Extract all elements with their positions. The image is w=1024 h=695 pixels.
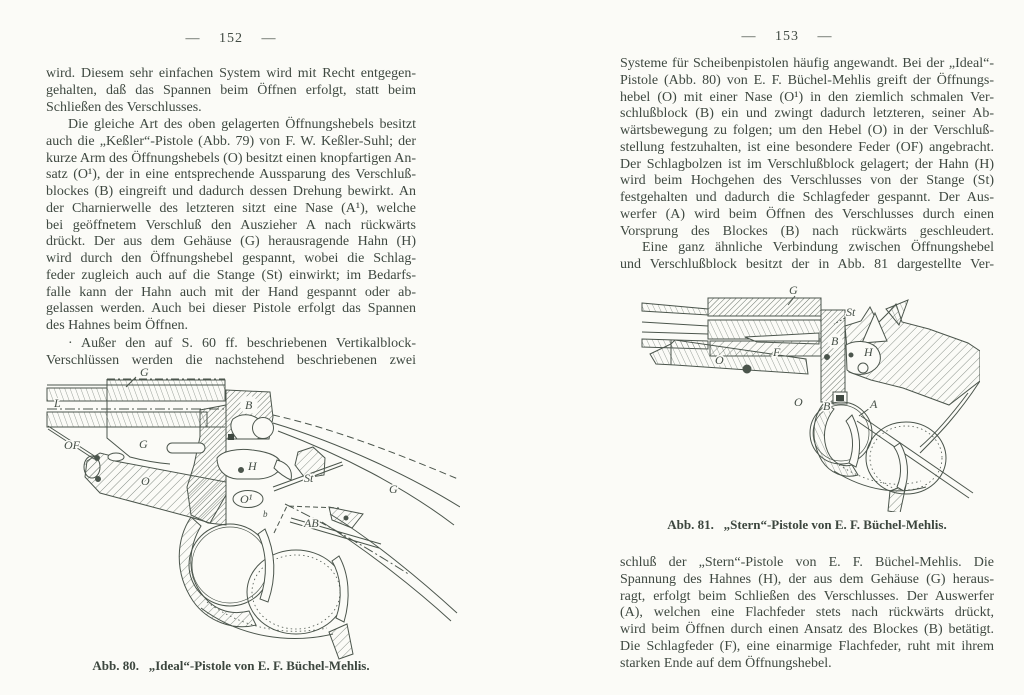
fig81-label-a: A xyxy=(870,397,878,411)
text-line: Die gleiche Art des oben gelagerten Öffnungshebels besitzt xyxy=(68,117,416,132)
text-line: starken Ende auf dem Öffnungshebel. xyxy=(620,655,832,671)
text-line: Spannung des Hahnes (H), der aus dem Gehäuse (G) heraus- xyxy=(620,571,994,587)
pistol-cross-section-drawing-81 xyxy=(637,284,980,512)
paragraph-right-3 xyxy=(620,555,994,672)
text-line: festgehalten und dadurch die Schlagfeder gespannt. Der Aus- xyxy=(620,190,994,205)
figure-caption-abb-81: Abb. 81. „Stern“-Pistole von E. F. Büchel-Mehlis. xyxy=(667,517,947,532)
text-line: und Verschlußblock besitzt der in Abb. 81 dargestellte Ver- xyxy=(620,256,994,272)
figure-caption-abb-80: Abb. 80. „Ideal“-Pistole von E. F. Büchel-Mehlis. xyxy=(92,658,370,673)
text-line: Verschlüssen werden die nachstehend beschriebenen zwei xyxy=(46,352,416,368)
paragraph-left-1 xyxy=(46,66,416,116)
pistol-cross-section-drawing-80 xyxy=(40,365,460,660)
page-number-153: — 153 — xyxy=(741,29,833,44)
text-line: des Hahnes beim Öffnen. xyxy=(46,318,189,333)
text-line: satz (O¹), der in eine entsprechende Aussparung des Verschluß- xyxy=(46,167,416,183)
fig80-label-ab: AB xyxy=(304,516,319,530)
paragraph-right-1 xyxy=(620,56,994,240)
paragraph-left-2 xyxy=(46,117,416,335)
fig81-label-g: G xyxy=(789,284,798,297)
fig80-label-o1: O¹ xyxy=(240,492,253,506)
text-line: schluß der „Stern“-Pistole von E. F. Büchel-Mehlis. Die xyxy=(620,555,994,570)
fig80-label-g-top: G xyxy=(140,365,149,379)
text-line: Vorsprung des Blockes (B) nach rückwärts geschleudert. xyxy=(620,223,994,239)
text-line: Systeme für Scheibenpistolen häufig angewandt. Bei der „Ideal“- xyxy=(620,56,994,71)
fig80-label-g-right: G xyxy=(389,482,398,496)
text-line: gehalten, daß das Spannen beim Öffnen erfolgt, statt beim xyxy=(46,82,416,98)
fig81-label-f: F xyxy=(773,345,781,359)
text-line: Eine ganz ähnliche Verbindung zwischen Öffnungshebel xyxy=(642,240,994,255)
fig81-label-o-guard: O xyxy=(794,395,803,409)
text-line: werfer (A) wird beim Öffnen des Verschlusses durch einen xyxy=(620,206,994,222)
fig81-label-b-block: B xyxy=(831,334,839,348)
figure-abb-80-ideal-pistole xyxy=(40,365,460,660)
fig81-label-h: H xyxy=(864,345,873,359)
text-line: auch die „Keßler“-Pistole (Abb. 79) von F. W. Keßler-Suhl; der xyxy=(46,133,416,149)
text-line: Der Schlagbolzen ist im Verschlußblock gelagert; der Hahn (H) xyxy=(620,156,994,172)
text-line: der Charnierwelle des letzteren sitzt eine Nase (A¹), welche xyxy=(46,200,416,216)
text-line: wird beim Öffnen durch einen Ansatz des Blockes (B) betätigt. xyxy=(620,622,994,637)
fig81-label-b-bottom: B xyxy=(823,399,831,413)
fig81-label-o-lever: O xyxy=(715,353,724,367)
fig80-label-h: H xyxy=(248,459,257,473)
text-line: gelassen werden. Auch bei dieser Pistole erfolgt das Spannen xyxy=(46,301,416,317)
text-line: falle kann der Hahn auch mit der Hand gespannt oder ab- xyxy=(46,284,416,300)
fig80-label-g-frame: G xyxy=(139,437,148,451)
figure-abb-81-stern-pistole xyxy=(637,284,980,512)
text-line: wird beim Hochgehen des Verschlusses von der Stange (St) xyxy=(620,173,994,189)
text-line: schlußblock (B) ein und zwingt dadurch letzteren, seiner Ab- xyxy=(620,106,994,122)
text-line: hebel (O) mit einer Nase (O¹) in den ziemlich schmalen Ver- xyxy=(620,89,994,105)
text-line: Pistole (Abb. 80) von E. F. Büchel-Mehlis greift der Öffnungs- xyxy=(620,72,994,88)
fig80-label-l: L xyxy=(54,396,61,410)
text-line: kurze Arm des Öffnungshebels (O) besitzt einen knopfartigen An- xyxy=(46,150,416,166)
text-line: ragt, erfolgt beim Schließen des Verschlusses. Der Auswerfer xyxy=(620,588,994,604)
text-line: wird. Diesem sehr einfachen System wird mit Recht entgegen- xyxy=(46,66,416,81)
text-line: bei geöffnetem Verschluß den Auszieher A nach rückwärts xyxy=(46,217,416,233)
page-number-152: — 152 — xyxy=(185,31,277,46)
fig80-label-of: OF xyxy=(64,438,80,452)
text-line: (A), welchen eine Flachfeder stets nach rückwärts drückt, xyxy=(620,605,994,621)
text-line: stellung festzuhalten, ist eine besondere Feder (OF) angebracht. xyxy=(620,139,994,155)
text-line: blockes (B) eingreift und dadurch dessen Drehung bewirkt. An xyxy=(46,184,416,199)
fig81-label-st: St xyxy=(846,305,856,319)
text-line: wärtsbewegung zu folgen; um den Hebel (O) in der Verschluß- xyxy=(620,123,994,138)
text-line: · Außer den auf S. 60 ff. beschriebenen Vertikalblock- xyxy=(68,336,416,351)
fig80-label-b: B xyxy=(245,398,253,412)
paragraph-right-2 xyxy=(620,240,994,274)
text-line: drückt. Der aus dem Gehäuse (G) herausragende Hahn (H) xyxy=(46,234,416,250)
text-line: wird durch den Öffnungshebel gespannt, wobei die Schlag- xyxy=(46,251,416,266)
fig80-label-st: St xyxy=(304,471,314,485)
text-line: feder zugleich auch auf die Stange (St) einwirkt; im Bedarfs- xyxy=(46,267,416,283)
text-line: Die Schlagfeder (F), eine einarmige Flachfeder, ruht mit ihrem xyxy=(620,638,994,654)
fig80-label-o: O xyxy=(141,474,150,488)
text-line: Schließen des Verschlusses. xyxy=(46,99,202,115)
fig80-label-b-small: b xyxy=(263,509,268,519)
